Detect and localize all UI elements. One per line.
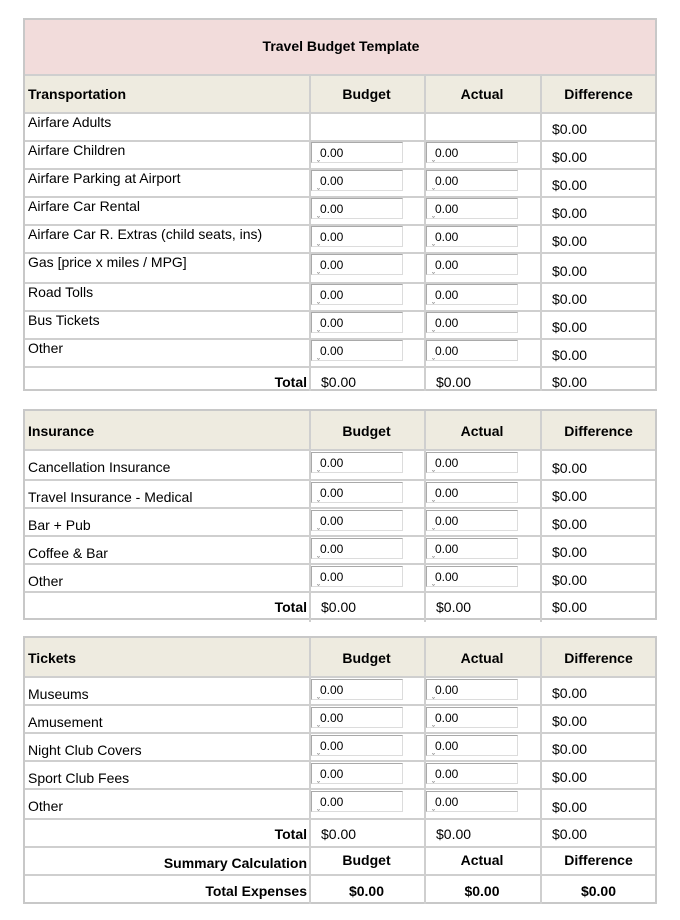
summary-label: Summary Calculation — [163, 855, 307, 871]
transportation-budget-input[interactable] — [311, 340, 403, 367]
spin-arrow-icon: ˇ — [432, 780, 435, 790]
spin-arrow-icon: ˇ — [317, 243, 320, 253]
spin-arrow-icon: ˇ — [317, 187, 320, 197]
tickets-actual-input[interactable] — [426, 763, 518, 790]
input-value: 0.00 — [435, 146, 459, 160]
spin-arrow-icon: ˇ — [317, 499, 320, 509]
spin-arrow-icon: ˇ — [317, 271, 320, 281]
budget-column-header: Budget — [342, 423, 391, 439]
transportation-actual-input[interactable] — [426, 340, 518, 367]
input-value: 0.00 — [320, 230, 344, 244]
spin-arrow-icon: ˇ — [317, 159, 320, 169]
insurance-budget-input[interactable] — [311, 510, 403, 537]
spin-arrow-icon: ˇ — [432, 215, 435, 225]
input-value: 0.00 — [435, 288, 459, 302]
tickets-actual-input[interactable] — [426, 735, 518, 762]
spin-arrow-icon: ˇ — [317, 301, 320, 311]
tickets-row-difference: $0.00 — [552, 799, 588, 815]
insurance-row-difference: $0.00 — [552, 488, 588, 504]
input-value: 0.00 — [435, 258, 459, 272]
insurance-row-label: Other — [28, 573, 64, 589]
spin-arrow-icon: ˇ — [432, 469, 435, 479]
transportation-actual-input[interactable] — [426, 170, 518, 197]
insurance-row-difference: $0.00 — [552, 460, 588, 476]
tickets-row-difference: $0.00 — [552, 685, 588, 701]
transportation-total-actual: $0.00 — [436, 374, 472, 390]
transportation-actual-input[interactable] — [426, 226, 518, 253]
tickets-total-difference: $0.00 — [552, 826, 588, 842]
title-and-transportation — [23, 18, 657, 391]
spin-arrow-icon: ˇ — [317, 469, 320, 479]
spin-arrow-icon: ˇ — [317, 357, 320, 367]
input-value: 0.00 — [435, 767, 459, 781]
spin-arrow-icon: ˇ — [432, 527, 435, 537]
transportation-row-label: Airfare Children — [28, 142, 126, 158]
spin-arrow-icon: ˇ — [432, 499, 435, 509]
tickets-heading: Tickets — [28, 650, 76, 666]
spin-arrow-icon: ˇ — [317, 808, 320, 818]
insurance-total-label: Total — [274, 599, 307, 615]
input-value: 0.00 — [320, 146, 344, 160]
input-value: 0.00 — [320, 344, 344, 358]
summary-actual-header: Actual — [460, 852, 504, 868]
insurance-budget-input[interactable] — [311, 566, 403, 593]
total-expenses-label: Total Expenses — [205, 883, 307, 899]
tickets-row-label: Other — [28, 798, 64, 814]
transportation-budget-input[interactable] — [311, 254, 403, 281]
difference-column-header: Difference — [564, 650, 633, 666]
spin-arrow-icon: ˇ — [317, 780, 320, 790]
tickets-budget-input[interactable] — [311, 791, 403, 818]
actual-column-header: Actual — [460, 423, 504, 439]
transportation-row-difference: $0.00 — [552, 347, 588, 363]
insurance-row-label: Travel Insurance - Medical — [28, 489, 193, 505]
transportation-budget-input[interactable] — [311, 142, 403, 169]
transportation-actual-input[interactable] — [426, 142, 518, 169]
tickets-total-budget: $0.00 — [321, 826, 357, 842]
insurance-row-label: Coffee & Bar — [28, 545, 108, 561]
input-value: 0.00 — [320, 288, 344, 302]
total-expenses-actual: $0.00 — [464, 883, 500, 899]
transportation-heading: Transportation — [28, 86, 127, 102]
transportation-row-label: Road Tolls — [28, 284, 94, 300]
tickets-budget-input[interactable] — [311, 735, 403, 762]
spin-arrow-icon: ˇ — [432, 243, 435, 253]
input-value: 0.00 — [435, 683, 459, 697]
tickets-budget-input[interactable] — [311, 707, 403, 734]
insurance-total-difference: $0.00 — [552, 599, 588, 615]
tickets-actual-input[interactable] — [426, 707, 518, 734]
tickets-budget-input[interactable] — [311, 679, 403, 706]
transportation-actual-input[interactable] — [426, 198, 518, 225]
input-value: 0.00 — [320, 795, 344, 809]
tickets-row-difference: $0.00 — [552, 741, 588, 757]
spin-arrow-icon: ˇ — [432, 159, 435, 169]
transportation-row-difference: $0.00 — [552, 319, 588, 335]
insurance-total-budget: $0.00 — [321, 599, 357, 615]
tickets-row-label: Sport Club Fees — [28, 770, 130, 786]
transportation-row-label: Bus Tickets — [28, 312, 100, 328]
transportation-budget-input[interactable] — [311, 170, 403, 197]
total-expenses-difference: $0.00 — [580, 883, 617, 899]
transportation-total-budget: $0.00 — [321, 374, 357, 390]
insurance-actual-input[interactable] — [426, 510, 518, 537]
input-value: 0.00 — [320, 683, 344, 697]
insurance-row-label: Bar + Pub — [28, 517, 91, 533]
input-value: 0.00 — [435, 202, 459, 216]
transportation-row-difference: $0.00 — [552, 263, 588, 279]
insurance-actual-input[interactable] — [426, 482, 518, 509]
transportation-budget-input[interactable] — [311, 198, 403, 225]
spin-arrow-icon: ˇ — [317, 583, 320, 593]
tickets-row-label: Amusement — [28, 714, 103, 730]
insurance-budget-input[interactable] — [311, 482, 403, 509]
spin-arrow-icon: ˇ — [432, 724, 435, 734]
input-value: 0.00 — [435, 316, 459, 330]
insurance-actual-input[interactable] — [426, 538, 518, 565]
spin-arrow-icon: ˇ — [432, 301, 435, 311]
input-value: 0.00 — [320, 514, 344, 528]
input-value: 0.00 — [320, 316, 344, 330]
difference-column-header: Difference — [564, 423, 633, 439]
transportation-total-difference: $0.00 — [552, 374, 588, 390]
input-value: 0.00 — [320, 202, 344, 216]
transportation-budget-input[interactable] — [311, 312, 403, 339]
spin-arrow-icon: ˇ — [317, 724, 320, 734]
insurance-total-actual: $0.00 — [436, 599, 472, 615]
transportation-row-label: Gas [price x miles / MPG] — [28, 254, 187, 270]
transportation-row-label: Airfare Parking at Airport — [28, 170, 181, 186]
transportation-row-difference: $0.00 — [552, 177, 588, 193]
input-value: 0.00 — [320, 767, 344, 781]
tickets-total-label: Total — [274, 826, 307, 842]
input-value: 0.00 — [435, 230, 459, 244]
insurance-row-difference: $0.00 — [552, 544, 588, 560]
tickets-actual-input[interactable] — [426, 791, 518, 818]
tickets-row-difference: $0.00 — [552, 769, 588, 785]
input-value: 0.00 — [320, 456, 344, 470]
summary-difference-header: Difference — [564, 852, 633, 868]
spin-arrow-icon: ˇ — [432, 555, 435, 565]
input-value: 0.00 — [320, 486, 344, 500]
input-value: 0.00 — [320, 174, 344, 188]
input-value: 0.00 — [435, 570, 459, 584]
input-value: 0.00 — [435, 542, 459, 556]
insurance-row-difference: $0.00 — [552, 572, 588, 588]
input-value: 0.00 — [435, 174, 459, 188]
transportation-row-difference: $0.00 — [552, 149, 588, 165]
insurance-section — [23, 409, 657, 620]
input-value: 0.00 — [320, 258, 344, 272]
budget-column-header: Budget — [342, 86, 391, 102]
transportation-actual-input[interactable] — [426, 312, 518, 339]
transportation-row-label: Airfare Car R. Extras (child seats, ins) — [28, 226, 263, 242]
spin-arrow-icon: ˇ — [432, 752, 435, 762]
input-value: 0.00 — [435, 486, 459, 500]
spin-arrow-icon: ˇ — [432, 329, 435, 339]
transportation-row-difference: $0.00 — [552, 291, 588, 307]
difference-column-header: Difference — [564, 86, 633, 102]
spin-arrow-icon: ˇ — [432, 271, 435, 281]
tickets-row-difference: $0.00 — [552, 713, 588, 729]
input-value: 0.00 — [435, 795, 459, 809]
input-value: 0.00 — [435, 514, 459, 528]
insurance-budget-input[interactable] — [311, 538, 403, 565]
input-value: 0.00 — [435, 739, 459, 753]
input-value: 0.00 — [435, 344, 459, 358]
input-value: 0.00 — [320, 739, 344, 753]
input-value: 0.00 — [320, 711, 344, 725]
transportation-row-label: Other — [28, 340, 64, 356]
transportation-row-label: Airfare Car Rental — [28, 198, 141, 214]
page-title: Travel Budget Template — [262, 38, 420, 54]
transportation-row-difference: $0.00 — [552, 205, 588, 221]
tickets-section — [23, 636, 657, 904]
spin-arrow-icon: ˇ — [317, 555, 320, 565]
input-value: 0.00 — [435, 711, 459, 725]
transportation-row-label: Airfare Adults — [28, 114, 112, 130]
budget-column-header: Budget — [342, 650, 391, 666]
spin-arrow-icon: ˇ — [432, 696, 435, 706]
actual-column-header: Actual — [460, 650, 504, 666]
input-value: 0.00 — [320, 570, 344, 584]
insurance-row-difference: $0.00 — [552, 516, 588, 532]
tickets-total-actual: $0.00 — [436, 826, 472, 842]
transportation-total-label: Total — [274, 374, 307, 390]
input-value: 0.00 — [320, 542, 344, 556]
spin-arrow-icon: ˇ — [432, 583, 435, 593]
summary-budget-header: Budget — [342, 852, 391, 868]
spin-arrow-icon: ˇ — [317, 752, 320, 762]
total-expenses-budget: $0.00 — [348, 883, 385, 899]
input-value: 0.00 — [435, 456, 459, 470]
insurance-actual-input[interactable] — [426, 452, 518, 479]
transportation-actual-input[interactable] — [426, 284, 518, 311]
transportation-row-difference: $0.00 — [552, 121, 588, 137]
transportation-budget-input[interactable] — [311, 226, 403, 253]
tickets-row-label: Night Club Covers — [28, 742, 142, 758]
actual-column-header: Actual — [460, 86, 504, 102]
tickets-budget-input[interactable] — [311, 763, 403, 790]
insurance-row-label: Cancellation Insurance — [28, 459, 171, 475]
insurance-budget-input[interactable] — [311, 452, 403, 479]
spin-arrow-icon: ˇ — [317, 329, 320, 339]
transportation-actual-input[interactable] — [426, 254, 518, 281]
spin-arrow-icon: ˇ — [432, 808, 435, 818]
spin-arrow-icon: ˇ — [432, 187, 435, 197]
spin-arrow-icon: ˇ — [317, 215, 320, 225]
insurance-actual-input[interactable] — [426, 566, 518, 593]
spin-arrow-icon: ˇ — [317, 527, 320, 537]
spin-arrow-icon: ˇ — [432, 357, 435, 367]
tickets-row-label: Museums — [28, 686, 89, 702]
transportation-row-difference: $0.00 — [552, 233, 588, 249]
tickets-actual-input[interactable] — [426, 679, 518, 706]
insurance-heading: Insurance — [28, 423, 95, 439]
transportation-budget-input[interactable] — [311, 284, 403, 311]
spin-arrow-icon: ˇ — [317, 696, 320, 706]
